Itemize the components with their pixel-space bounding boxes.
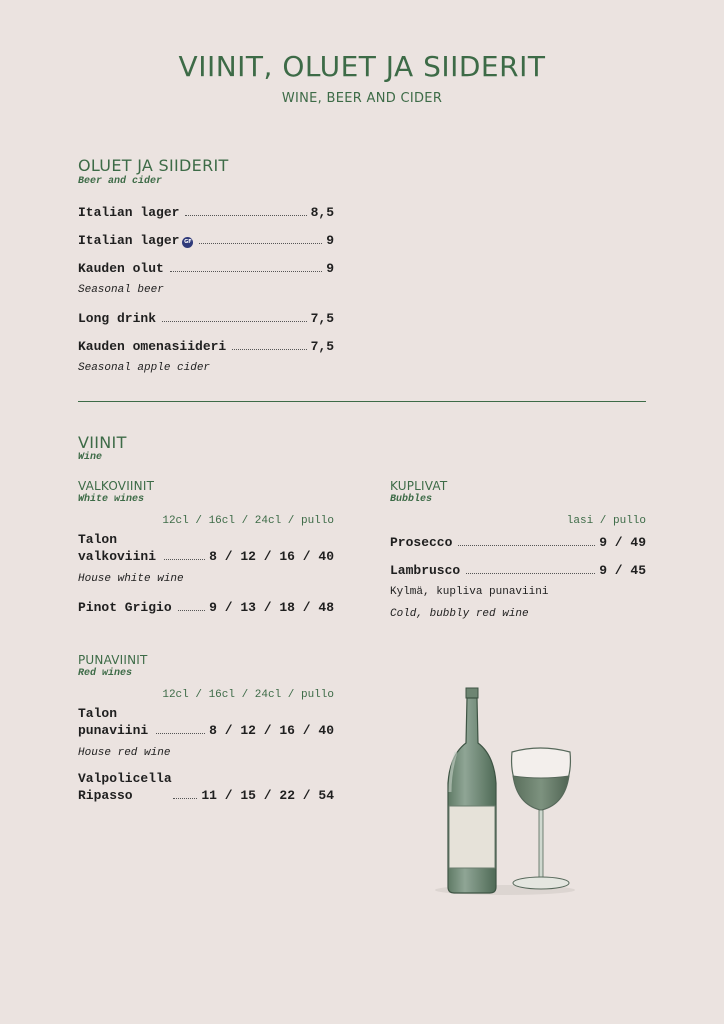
bubbles-title: KUPLIVAT — [390, 479, 448, 493]
item-description: House white wine — [78, 573, 184, 585]
menu-item-prosecco — [390, 532, 646, 550]
item-name-line1: Talon — [78, 532, 118, 547]
white-wines-column-header: 12cl / 16cl / 24cl / pullo — [162, 515, 334, 527]
white-wines-subtitle: White wines — [78, 494, 145, 505]
dot-leader — [162, 321, 307, 322]
item-name: Kauden omenasiideri — [78, 339, 227, 354]
item-price: 8,5 — [310, 205, 334, 220]
item-name: Lambrusco — [390, 563, 461, 578]
item-price: 7,5 — [310, 339, 334, 354]
item-price: 11 / 15 / 22 / 54 — [201, 788, 334, 803]
menu-item-italian-lager-gf — [78, 230, 334, 248]
bubbles-subtitle: Bubbles — [390, 494, 433, 505]
bubbles-column-header: lasi / pullo — [566, 515, 646, 527]
item-price: 9 / 49 — [599, 535, 646, 550]
item-name: Long drink — [78, 311, 157, 326]
item-description: Seasonal beer — [78, 284, 164, 296]
menu-item-valpolicella-ripasso — [78, 771, 334, 803]
item-price: 8 / 12 / 16 / 40 — [209, 723, 334, 738]
white-wines-title: VALKOVIINIT — [78, 479, 155, 493]
gluten-free-badge-icon: GF — [182, 237, 193, 248]
page-title: VIINIT, OLUET JA SIIDERIT — [178, 50, 546, 83]
dot-leader — [458, 545, 595, 546]
item-name-line1: Valpolicella — [78, 771, 172, 786]
wine-section-subtitle: Wine — [78, 452, 103, 463]
beer-section-subtitle: Beer and cider — [78, 176, 163, 187]
menu-item-pinot-grigio — [78, 597, 334, 615]
item-name-line2: punaviini — [78, 723, 149, 738]
item-price: 9 / 45 — [599, 563, 646, 578]
dot-leader — [232, 349, 306, 350]
item-price: 9 / 13 / 18 / 48 — [209, 600, 334, 615]
dot-leader — [178, 610, 206, 611]
red-wines-column-header: 12cl / 16cl / 24cl / pullo — [162, 689, 334, 701]
red-wines-subtitle: Red wines — [78, 668, 133, 679]
menu-item-long-drink — [78, 308, 334, 326]
item-price: 9 — [326, 233, 334, 248]
page-subtitle: WINE, BEER AND CIDER — [281, 91, 443, 106]
dot-leader — [466, 573, 595, 574]
item-name-line2: Ripasso — [78, 788, 133, 803]
item-description: House red wine — [78, 747, 171, 759]
dot-leader — [170, 271, 322, 272]
wine-bottle-and-glass-illustration — [430, 682, 580, 902]
item-name: Pinot Grigio — [78, 600, 172, 615]
red-wines-title: PUNAVIINIT — [78, 653, 148, 667]
dot-leader — [199, 243, 322, 244]
item-name-line1: Talon — [78, 706, 118, 721]
item-name: Kauden olut — [78, 261, 164, 276]
item-price: 9 — [326, 261, 334, 276]
item-price: 8 / 12 / 16 / 40 — [209, 549, 334, 564]
dot-leader — [156, 733, 205, 734]
item-name: Italian lager — [78, 233, 180, 248]
item-name: Italian lager — [78, 205, 180, 220]
menu-item-talon-valkoviini — [78, 532, 334, 564]
dot-leader — [173, 798, 198, 799]
menu-item-lambrusco — [390, 560, 646, 578]
menu-item-italian-lager — [78, 202, 334, 220]
item-description: Seasonal apple cider — [78, 362, 211, 374]
item-price: 7,5 — [310, 311, 334, 326]
beer-section-title: OLUET JA SIIDERIT — [78, 156, 229, 175]
menu-item-kauden-omenasiideri — [78, 336, 334, 354]
menu-item-kauden-olut — [78, 258, 334, 276]
item-name-line2: valkoviini — [78, 549, 157, 564]
item-description-fi: Kylmä, kupliva punaviini — [390, 586, 549, 598]
menu-item-talon-punaviini — [78, 706, 334, 738]
section-divider — [78, 401, 646, 402]
item-name: Prosecco — [390, 535, 453, 550]
dot-leader — [164, 559, 205, 560]
item-description: Cold, bubbly red wine — [390, 608, 529, 620]
wine-section-title: VIINIT — [78, 433, 127, 452]
dot-leader — [185, 215, 306, 216]
